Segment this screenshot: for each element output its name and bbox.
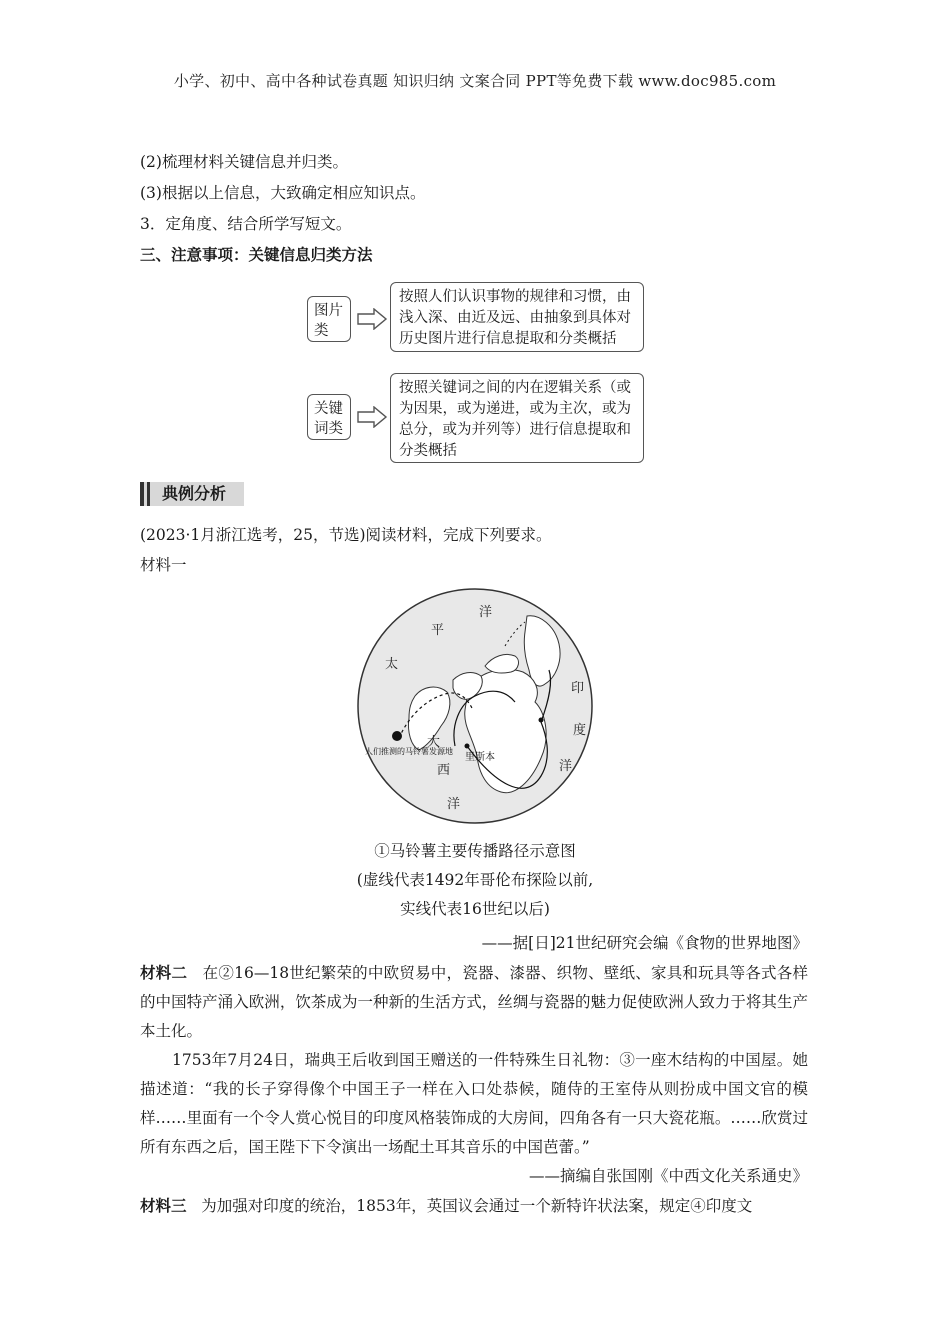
pacific-label-1: 平: [431, 623, 445, 638]
potato-route-map: [355, 586, 595, 826]
material2-paragraph-2: 1753年7月24日，瑞典王后收到国王赠送的一件特殊生日礼物：③一座木结构的中国屋。她描述道：“我的长子穿得像个中国王子一样在入口处恭候，随侍的王室侍从则扮成中国文官的模样……里面有一个令人赏心悦目的印度风格装饰成的大房间，四角各有一只大瓷花瓶。……欣赏过所有东西之后，国王陛下下令演出一场配土耳其音乐的中国芭蕾。”: [140, 1051, 808, 1156]
flow-label-keyword: 关键词类: [307, 394, 351, 440]
caption-line2: (虚线代表1492年哥伦布探险以前,: [356, 871, 594, 889]
question-intro: (2023·1月浙江选考，25，节选)阅读材料，完成下列要求。: [140, 526, 552, 544]
section-bar: [140, 482, 244, 506]
atlantic-label-1: 大: [427, 735, 441, 750]
pacific-label-3: 洋: [479, 605, 493, 620]
right-arrow-icon: [356, 406, 388, 428]
source-1: ——据[日]21世纪研究会编《食物的世界地图》: [481, 934, 808, 952]
page-header: 小学、初中、高中各种试卷真题 知识归纳 文案合同 PPT等免费下载 www.doc985.com: [173, 72, 777, 90]
atlantic-label-3: 洋: [447, 797, 461, 812]
source-2: ——摘编自张国刚《中西文化关系通史》: [528, 1167, 808, 1185]
caption-line3: 实线代表16世纪以后): [400, 900, 550, 918]
material2-text-1: 在②16—18世纪繁荣的中欧贸易中，瓷器、漆器、织物、壁纸、家具和玩具等各式各样的中国特产涌入欧洲，饮茶成为一种新的生活方式，丝绸与瓷器的魅力促使欧洲人致力于将其生产本土化。: [140, 964, 809, 1040]
indian-label-3: 洋: [559, 759, 573, 774]
flow-desc-keyword: 按照关键词之间的内在逻辑关系（或为因果，或为递进，或为主次，或为总分，或为并列等）进行信息提取和分类概括: [390, 373, 644, 463]
notice-title: 三、注意事项：关键信息归类方法: [140, 245, 373, 264]
right-arrow-icon: [356, 308, 388, 330]
origin-dot: [392, 731, 402, 741]
material2-label: 材料二: [140, 963, 188, 982]
indian-label-2: 度: [573, 723, 587, 738]
step-3: (3)根据以上信息，大致确定相应知识点。: [140, 184, 426, 202]
flow-label-picture: 图片类: [307, 296, 351, 342]
pacific-label-2: 太: [385, 657, 399, 672]
india-dot: [539, 718, 544, 723]
step-2: (2)梳理材料关键信息并归类。: [140, 153, 348, 171]
atlantic-label-2: 西: [437, 763, 451, 778]
material3-text: 为加强对印度的统治，1853年，英国议会通过一个新特许状法案，规定④印度文: [201, 1197, 753, 1215]
indian-label-1: 印: [571, 681, 585, 696]
lisbon-label: 里斯本: [465, 752, 495, 763]
material3-label: 材料三: [140, 1196, 187, 1215]
origin-label: 人们推测的马铃薯发源地: [365, 747, 453, 756]
material1-label: 材料一: [140, 556, 187, 574]
section-title: 典例分析: [162, 484, 227, 503]
material2-paragraph-1: [140, 958, 808, 1046]
material3-paragraph: [140, 1191, 808, 1221]
caption-line1: ①马铃薯主要传播路径示意图: [374, 842, 576, 860]
flow-desc-picture: 按照人们认识事物的规律和习惯，由浅入深、由近及远、由抽象到具体对历史图片进行信息提取和分类概括: [390, 282, 644, 352]
lisbon-dot: [465, 744, 470, 749]
step-4: 3．定角度、结合所学写短文。: [140, 215, 352, 233]
